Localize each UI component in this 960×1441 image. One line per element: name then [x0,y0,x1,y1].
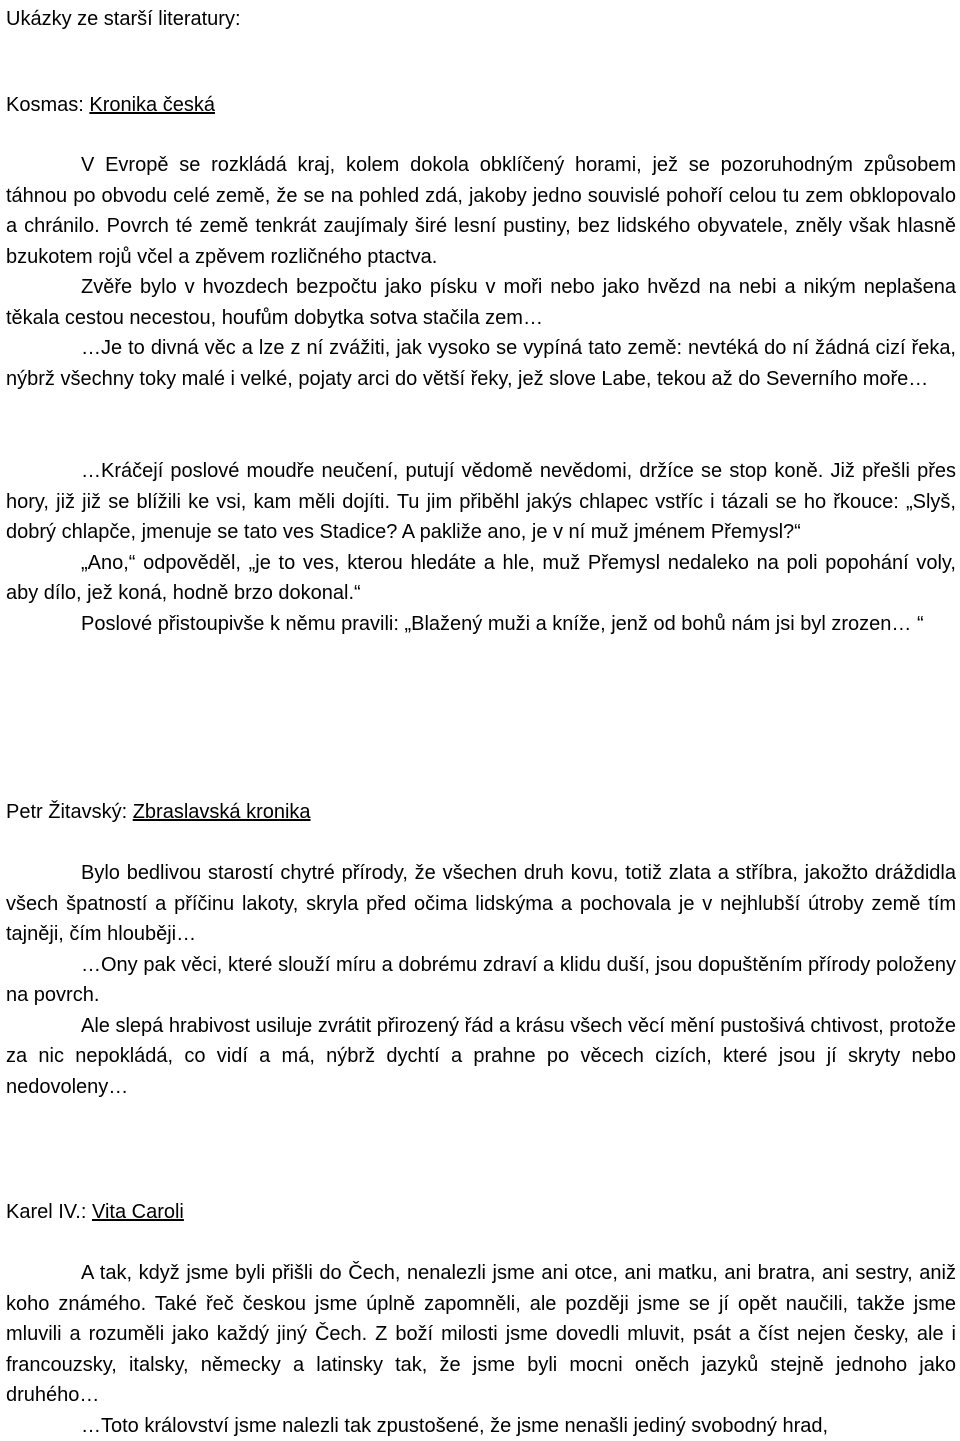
section-heading-karel [6,1197,184,1227]
section-heading-kosmas [6,90,215,120]
work-title: Zbraslavská kronika [133,801,311,823]
paragraph: A tak, když jsme byli přišli do Čech, nenalezli jsme ani otce, ani matku, ani bratra, ani sestry, aniž koho známého. Také řeč českou jsme úplně zapomněli, ale později jsme se jí opět naučili, takže jsme mluvili a rozuměli jako každý jiný Čech. Z boží milosti jsme dovedli mluvit, psát a číst nejen česky, ale i francouzsky, italsky, německy a latinsky tak, že jsme byli mocni oněch jazyků stejně jednoho jako druhého… [6,1258,956,1411]
paragraph: Poslové přistoupivše k němu pravili: „Blažený muži a kníže, jenž od bohů nám jsi byl zrozen… “ [6,609,956,640]
work-title: Kronika česká [89,94,215,116]
work-title: Vita Caroli [92,1201,184,1223]
section-body-zitavsky [6,858,956,1102]
paragraph: V Evropě se rozkládá kraj, kolem dokola obklíčený horami, jež se pozoruhodným způsobem táhnou po obvodu celé země, že se na pohled zdá, jakoby jedno souvislé pohoří celou tu zem obklopovalo a chránilo. Povrch té země tenkrát zaujímaly širé lesní pustiny, bez lidského obyvatele, zněly však hlasně bzukotem rojů včel a zpěvem rozličného ptactva. [6,150,956,272]
section-body-karel [6,1258,956,1441]
paragraph: Bylo bedlivou starostí chytré přírody, že všechen druh kovu, totiž zlata a stříbra, jakožto dráždidla všech špatností a příčinu lakoty, skryla před očima lidskýma a pochovala je v nejhlubší útroby země tím tajněji, čím hlouběji… [6,858,956,950]
paragraph: Ale slepá hrabivost usiluje zvrátit přirozený řád a krásu všech věcí mění pustošivá chtivost, protože za nic nepokládá, co vidí a má, nýbrž dychtí a prahne po věcech cizích, které jsou jí skryty nebo nedovoleny… [6,1011,956,1103]
paragraph: …Toto království jsme nalezli tak zpustošené, že jsme nenašli jediný svobodný hrad, [6,1411,956,1441]
author-name: Kosmas: [6,94,89,116]
paragraph: …Ony pak věci, které slouží míru a dobrému zdraví a klidu duší, jsou dopuštěním přírody položeny na povrch. [6,950,956,1011]
section-body-kosmas [6,150,956,394]
paragraph: …Je to divná věc a lze z ní zvážiti, jak vysoko se vypíná tato země: nevtéká do ní žádná cizí řeka, nýbrž všechny toky malé i velké, pojaty arci do větší řeky, jež slove Labe, tekou až do Severního moře… [6,333,956,394]
paragraph: Zvěře bylo v hvozdech bezpočtu jako písku v moři nebo jako hvězd na nebi a nikým neplašena těkala cestou necestou, houfům dobytka sotva stačila zem… [6,272,956,333]
paragraph: „Ano,“ odpověděl, „je to ves, kterou hledáte a hle, muž Přemysl nedaleko na poli popohání voly, aby dílo, jež koná, hodně brzo dokonal.“ [6,548,956,609]
author-name: Karel IV.: [6,1201,92,1223]
page-title: Ukázky ze starší literatury: [6,4,241,34]
paragraph: …Kráčejí poslové moudře neučení, putují vědomě nevědomi, držíce se stop koně. Již přešli přes hory, již již se blížili ke vsi, kam měli dojíti. Tu jim přiběhl jakýs chlapec vstříc i tázali se ho řkouce: „Slyš, dobrý chlapče, jmenuje se tato ves Stadice? A pakliže ano, je v ní muž jménem Přemysl?“ [6,456,956,548]
section-body-kosmas-continued [6,456,956,639]
section-heading-zitavsky [6,797,311,827]
author-name: Petr Žitavský: [6,801,133,823]
